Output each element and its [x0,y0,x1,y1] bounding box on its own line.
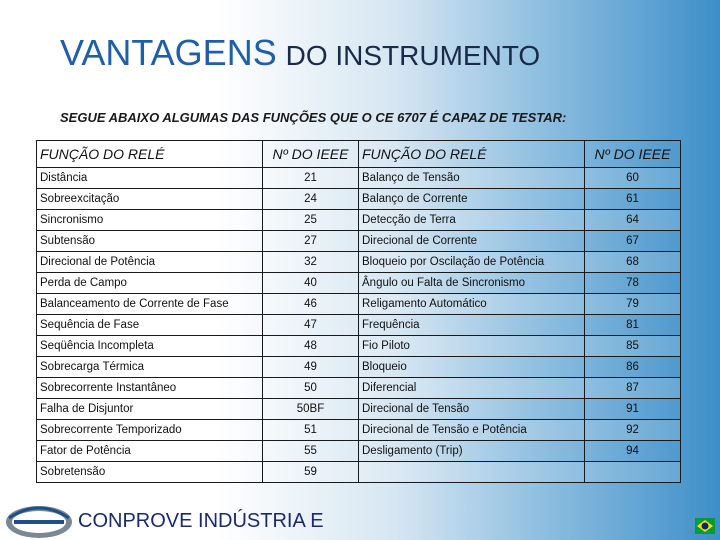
ieee-number-cell: 51 [263,420,359,441]
table-row [37,336,681,357]
relay-function-cell: Subtensão [37,231,263,252]
relay-function-cell: Perda de Campo [37,273,263,294]
ieee-number-cell: 32 [263,252,359,273]
section-subtitle: SEGUE ABAIXO ALGUMAS DAS FUNÇÕES QUE O CE 6707 É CAPAZ DE TESTAR: [60,110,567,125]
ieee-number-cell: 67 [585,231,681,252]
table-row [37,420,681,441]
table-row [37,441,681,462]
ieee-number-cell: 79 [585,294,681,315]
ieee-number-cell: 87 [585,378,681,399]
relay-function-cell [359,462,585,483]
ieee-number-cell: 86 [585,357,681,378]
relay-function-cell: Ângulo ou Falta de Sincronismo [359,273,585,294]
relay-function-cell: Sobretensão [37,462,263,483]
company-name: CONPROVE INDÚSTRIA E [78,510,324,532]
conprove-logo-icon [4,498,74,540]
relay-function-cell: Detecção de Terra [359,210,585,231]
column-header: FUNÇÃO DO RELÉ [359,141,585,168]
table-row [37,189,681,210]
column-header: FUNÇÃO DO RELÉ [37,141,263,168]
relay-function-cell: Balanço de Tensão [359,168,585,189]
table-row [37,378,681,399]
relay-function-cell: Sobrecarga Térmica [37,357,263,378]
table-header-row [37,141,681,168]
table-row [37,294,681,315]
ieee-number-cell: 60 [585,168,681,189]
ieee-number-cell: 49 [263,357,359,378]
table-row [37,315,681,336]
relay-function-cell: Direcional de Tensão [359,399,585,420]
relay-function-cell: Bloqueio por Oscilação de Potência [359,252,585,273]
relay-functions-table [36,140,681,483]
relay-function-cell: Direcional de Tensão e Potência [359,420,585,441]
ieee-number-cell: 46 [263,294,359,315]
ieee-number-cell: 21 [263,168,359,189]
relay-function-cell: Direcional de Corrente [359,231,585,252]
column-header: Nº DO IEEE [585,141,681,168]
ieee-number-cell: 92 [585,420,681,441]
ieee-number-cell: 64 [585,210,681,231]
relay-function-cell: Balanceamento de Corrente de Fase [37,294,263,315]
ieee-number-cell: 40 [263,273,359,294]
relay-function-cell: Falha de Disjuntor [37,399,263,420]
relay-function-cell: Sobreexcitação [37,189,263,210]
page-title-rest: DO INSTRUMENTO [285,40,541,71]
relay-function-cell: Sobrecorrente Instantâneo [37,378,263,399]
ieee-number-cell: 81 [585,315,681,336]
column-header: Nº DO IEEE [263,141,359,168]
table-row [37,231,681,252]
relay-function-cell: Fator de Potência [37,441,263,462]
page-title-main: VANTAGENS [60,32,277,73]
ieee-number-cell: 55 [263,441,359,462]
ieee-number-cell [585,462,681,483]
ieee-number-cell: 24 [263,189,359,210]
relay-function-cell: Sobrecorrente Temporizado [37,420,263,441]
table-row [37,210,681,231]
table-row [37,357,681,378]
table-row [37,273,681,294]
brazil-flag-icon [695,518,715,534]
ieee-number-cell: 27 [263,231,359,252]
page-title [60,32,540,74]
ieee-number-cell: 50BF [263,399,359,420]
relay-function-cell: Seqüência Incompleta [37,336,263,357]
ieee-number-cell: 48 [263,336,359,357]
relay-function-cell: Distância [37,168,263,189]
relay-function-cell: Religamento Automático [359,294,585,315]
ieee-number-cell: 59 [263,462,359,483]
ieee-number-cell: 78 [585,273,681,294]
relay-function-cell: Direcional de Potência [37,252,263,273]
relay-function-cell: Frequência [359,315,585,336]
table-row [37,462,681,483]
ieee-number-cell: 47 [263,315,359,336]
relay-function-cell: Bloqueio [359,357,585,378]
relay-function-cell: Balanço de Corrente [359,189,585,210]
ieee-number-cell: 68 [585,252,681,273]
ieee-number-cell: 94 [585,441,681,462]
table-row [37,168,681,189]
relay-function-cell: Diferencial [359,378,585,399]
table-row [37,399,681,420]
table-row [37,252,681,273]
relay-function-cell: Desligamento (Trip) [359,441,585,462]
relay-function-cell: Sequência de Fase [37,315,263,336]
relay-function-cell: Sincronismo [37,210,263,231]
ieee-number-cell: 91 [585,399,681,420]
ieee-number-cell: 50 [263,378,359,399]
ieee-number-cell: 85 [585,336,681,357]
ieee-number-cell: 25 [263,210,359,231]
relay-function-cell: Fio Piloto [359,336,585,357]
ieee-number-cell: 61 [585,189,681,210]
